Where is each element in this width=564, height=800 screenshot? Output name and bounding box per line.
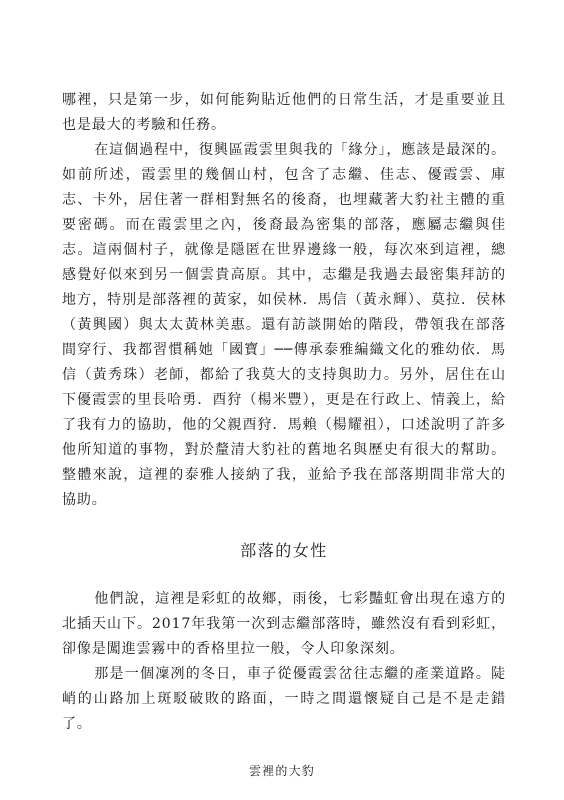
paragraph-xiayunli: 在這個過程中，復興區霞雲里與我的「緣分」，應該是最深的。如前所述，霞雲里的幾個山村，包含了志繼、佳志、優霞雲、庫志、卡外，居住著一群相對無名的後裔，也埋藏著大豹社主體的重要密碼。而在霞雲里之內，後裔最為密集的部落，應屬志繼與佳志。這兩個村子，就像是隱匿在世界邊緣一般，每次來到這裡，總感覺好似來到另一個雲貴高原。其中，志繼是我過去最密集拜訪的地方，特別是部落裡的黃家，如侯林．馬信（黃永輝）、莫拉．侯林（黃興國）與太太黃林美惠。還有訪談開始的階段，帶領我在部落間穿行、我都習慣稱她「國寶」──傳承泰雅編織文化的雅幼依．馬信（黃秀珠）老師，都給了我莫大的支持與助力。另外，居住在山下優霞雲的里長哈勇．酉狩（楊米豐），更是在行政上、情義上，給了我有力的協助，他的父親酉狩．馬賴（楊耀祖），口述說明了許多他所知道的事物，對於釐清大豹社的舊地名與歷史有很大的幫助。整體來說，這裡的泰雅人接納了我，並給予我在部落期間非常大的協助。 (62, 142, 506, 508)
page-body (62, 88, 506, 737)
section-heading: 部落的女性 (240, 541, 328, 560)
paragraph-winter-day: 那是一個凜冽的冬日，車子從優霞雲岔往志繼的產業道路。陡峭的山路加上斑駁破敗的路面，一時之間還懷疑自己是不是走錯了。 (62, 666, 506, 732)
paragraph-rainbow: 他們說，這裡是彩虹的故鄉，雨後，七彩豔虹會出現在遠方的北插天山下。2017年我第一次到志繼部落時，雖然沒有看到彩虹，卻像是闖進雲霧中的香格里拉一般，令人印象深刻。 (62, 591, 506, 657)
paragraph-continued: 哪裡，只是第一步，如何能夠貼近他們的日常生活，才是重要並且也是最大的考驗和任務。 (62, 92, 506, 133)
running-footer: 雲裡的大豹 (248, 764, 315, 778)
